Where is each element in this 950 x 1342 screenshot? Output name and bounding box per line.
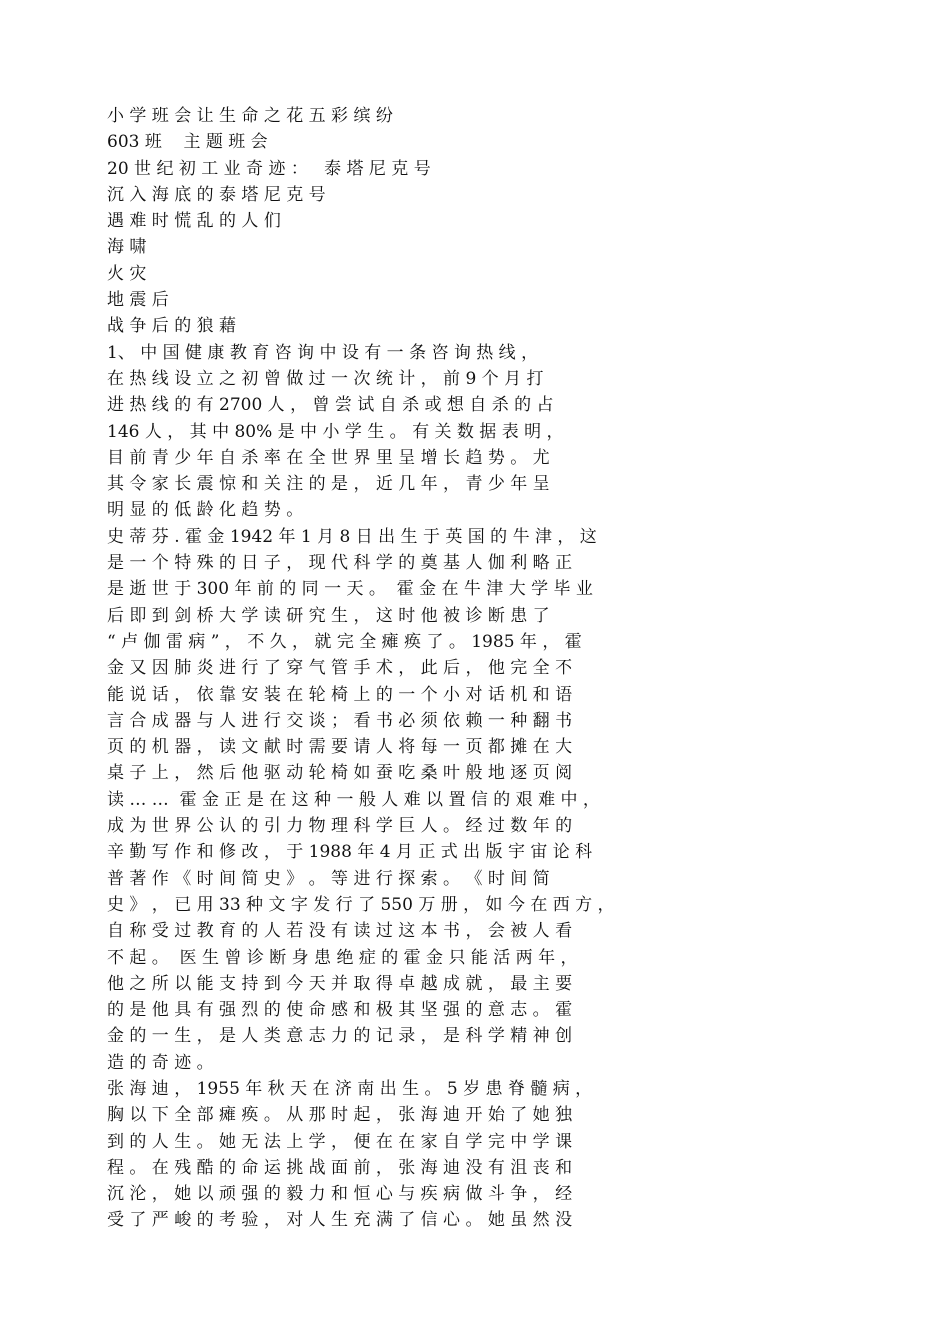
text-line: 遇 难 时 慌 乱 的 人 们 (107, 211, 281, 232)
text-line: 是 一 个 特 殊 的 日 子 ， 现 代 科 学 的 奠 基 人 伽 利 略 正 (107, 553, 573, 574)
text-line: 在 热 线 设 立 之 初 曾 做 过 一 次 统 计 ， 前 9 个 月 打 (107, 368, 544, 389)
text-line: 受 了 严 峻 的 考 验 ， 对 人 生 充 满 了 信 心 。 她 虽 然 没 (107, 1210, 573, 1231)
text-line: 603 班 主 题 班 会 (107, 132, 268, 153)
text-line: 金 又 因 肺 炎 进 行 了 穿 气 管 手 术 ， 此 后 ， 他 完 全 不 (107, 658, 573, 679)
text-line: 沉 沦 ， 她 以 顽 强 的 毅 力 和 恒 心 与 疾 病 做 斗 争 ， 经 (107, 1184, 573, 1205)
text-line: 明 显 的 低 龄 化 趋 势 。 (107, 500, 304, 521)
text-line: 是 逝 世 于 300 年 前 的 同 一 天 。 霍 金 在 牛 津 大 学 毕 业 (107, 579, 593, 600)
text-line: 造 的 奇 迹 。 (107, 1052, 214, 1073)
text-line: 进 热 线 的 有 2700 人 ， 曾 尝 试 自 杀 或 想 自 杀 的 占 (107, 395, 554, 416)
text-line: 辛 勤 写 作 和 修 改 ， 于 1988 年 4 月 正 式 出 版 宇 宙 论 科 (107, 842, 593, 863)
text-line: 地 震 后 (107, 290, 169, 311)
text-line: 页 的 机 器 ， 读 文 献 时 需 要 请 人 将 每 一 页 都 摊 在 大 (107, 737, 573, 758)
text-line: 的 是 他 具 有 强 烈 的 使 命 感 和 极 其 坚 强 的 意 志 。 霍 (107, 1000, 573, 1021)
text-line: 史 蒂 芬 . 霍 金 1942 年 1 月 8 日 出 生 于 英 国 的 牛 津 ， 这 (107, 526, 597, 547)
text-line: 桌 子 上 ， 然 后 他 驱 动 轮 椅 如 蚕 吃 桑 叶 般 地 逐 页 阅 (107, 763, 573, 784)
text-line: 火 灾 (107, 263, 147, 284)
text-line: 海 啸 (107, 237, 147, 258)
text-line: 他 之 所 以 能 支 持 到 今 天 并 取 得 卓 越 成 就 ， 最 主 要 (107, 973, 573, 994)
document-body-text (107, 103, 867, 1234)
text-line: 史 》 ， 已 用 33 种 文 字 发 行 了 550 万 册 ， 如 今 在 西 方 ， (107, 894, 615, 915)
text-line: 146 人 ， 其 中 80% 是 中 小 学 生 。 有 关 数 据 表 明 ， (107, 421, 564, 442)
text-line: 后 即 到 剑 桥 大 学 读 研 究 生 ， 这 时 他 被 诊 断 患 了 (107, 605, 550, 626)
text-line: 读 … … 霍 金 正 是 在 这 种 一 般 人 难 以 置 信 的 艰 难 中 ， (107, 789, 600, 810)
text-line: 胸 以 下 全 部 瘫 痪 。 从 那 时 起 ， 张 海 迪 开 始 了 她 独 (107, 1105, 573, 1126)
text-line: 自 称 受 过 教 育 的 人 若 没 有 读 过 这 本 书 ， 会 被 人 看 (107, 921, 573, 942)
text-line: 不 起 。 医 生 曾 诊 断 身 患 绝 症 的 霍 金 只 能 活 两 年 ， (107, 947, 578, 968)
text-line: 张 海 迪 ， 1955 年 秋 天 在 济 南 出 生 。 5 岁 患 脊 髓 病 ， (107, 1078, 593, 1099)
text-line: 言 合 成 器 与 人 进 行 交 谈 ； 看 书 必 须 依 赖 一 种 翻 书 (107, 710, 573, 731)
text-line: 20 世 纪 初 工 业 奇 迹 ： 泰 塔 尼 克 号 (107, 158, 431, 179)
text-line: 目 前 青 少 年 自 杀 率 在 全 世 界 里 呈 增 长 趋 势 。 尤 (107, 447, 550, 468)
text-line: 成 为 世 界 公 认 的 引 力 物 理 科 学 巨 人 。 经 过 数 年 的 (107, 816, 573, 837)
text-line: 1、 中 国 健 康 教 育 咨 询 中 设 有 一 条 咨 询 热 线 ， (107, 342, 539, 363)
text-line: 到 的 人 生 。 她 无 法 上 学 ， 便 在 在 家 自 学 完 中 学 课 (107, 1131, 573, 1152)
text-line: 其 令 家 长 震 惊 和 关 注 的 是 ， 近 几 年 ， 青 少 年 呈 (107, 474, 550, 495)
text-line: 战 争 后 的 狼 藉 (107, 316, 237, 337)
text-line: “ 卢 伽 雷 病 ” ， 不 久 ， 就 完 全 瘫 痪 了 。 1985 年 ， 霍 (107, 631, 582, 652)
document-title-line: 小 学 班 会 让 生 命 之 花 五 彩 缤 纷 (107, 106, 393, 126)
text-line: 程 。 在 残 酷 的 命 运 挑 战 面 前 ， 张 海 迪 没 有 沮 丧 和 (107, 1157, 573, 1178)
text-line: 沉 入 海 底 的 泰 塔 尼 克 号 (107, 184, 326, 205)
text-line: 普 著 作 《 时 间 简 史 》 。 等 进 行 探 索 。 《 时 间 简 (107, 868, 550, 889)
text-line: 金 的 一 生 ， 是 人 类 意 志 力 的 记 录 ， 是 科 学 精 神 创 (107, 1026, 573, 1047)
text-line: 能 说 话 ， 依 靠 安 装 在 轮 椅 上 的 一 个 小 对 话 机 和 语 (107, 684, 573, 705)
